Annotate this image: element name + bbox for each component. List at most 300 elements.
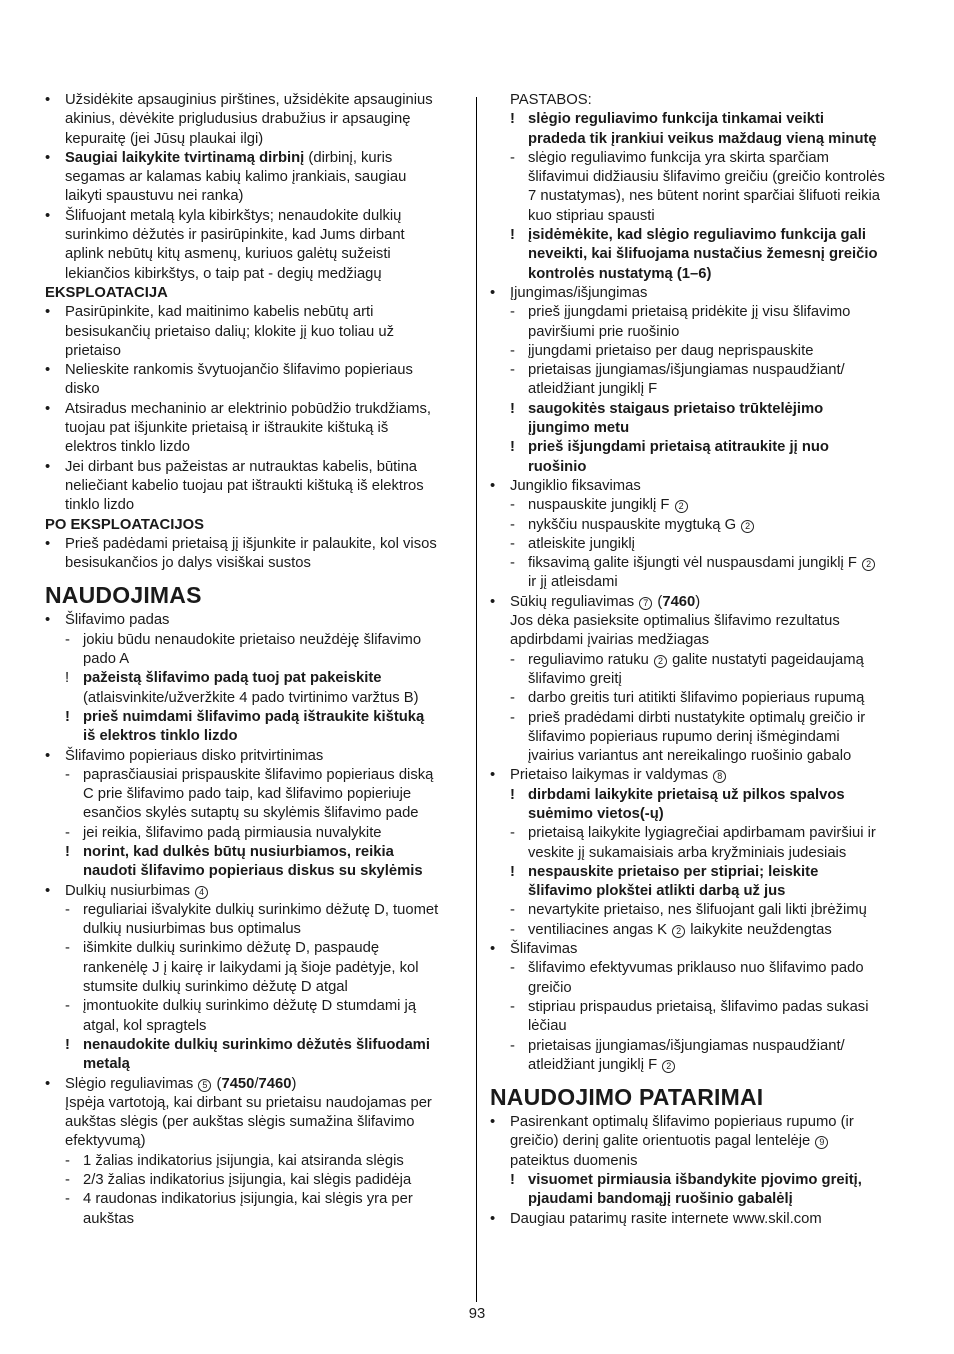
bullet-marker: • <box>490 767 496 784</box>
body-text: Nelieskite rankomis švytuojančio šlifavimo popieriaus <box>65 362 413 379</box>
text-line <box>45 207 465 226</box>
dash-marker: - <box>65 1191 70 1208</box>
warning-marker: ! <box>510 863 515 880</box>
text-line <box>490 689 915 708</box>
text-line <box>490 438 915 457</box>
text-line <box>45 1113 465 1132</box>
figure-ref-circle: 4 <box>195 886 208 899</box>
body-text: nykščiu nuspauskite mygtuką G <box>528 516 741 533</box>
dash-marker: - <box>65 1172 70 1189</box>
text-line <box>490 400 915 419</box>
text-line <box>490 747 915 766</box>
body-text: Jei dirbant bus pažeistas ar nutrauktas kabelis, būtina <box>65 458 418 475</box>
text-line <box>490 496 915 515</box>
text-line <box>45 862 465 881</box>
body-text: tinklo lizdo <box>65 497 135 514</box>
figure-ref-circle: 8 <box>713 770 726 783</box>
bullet-marker: • <box>490 593 496 610</box>
bold-text: ruošinio <box>528 458 587 475</box>
dash-marker: - <box>510 651 515 668</box>
body-text: besisukančios jo dalys visiškai sustos <box>65 555 311 572</box>
text-line <box>490 187 915 206</box>
body-text: šlifavimo efektyvumas priklauso nuo šlifavimo pado <box>528 960 864 977</box>
body-text: greičio) derinį galite orientuotis pagal lentelėje <box>510 1133 815 1150</box>
dash-marker: - <box>65 766 70 783</box>
body-text: laikykite neuždengtas <box>686 921 832 938</box>
warning-marker: ! <box>510 1172 515 1189</box>
text-line <box>490 631 915 650</box>
body-text: elektros tinklo lizdo <box>65 439 191 456</box>
text-line <box>45 438 465 457</box>
bullet-marker: • <box>45 92 51 108</box>
text-line <box>490 593 915 612</box>
body-text: stipriau prispaudus prietaisą, šlifavimo padas sukasi <box>528 998 869 1015</box>
text-line <box>45 1017 465 1036</box>
dash-marker: - <box>65 998 70 1015</box>
text-line <box>45 554 465 573</box>
body-text: PASTABOS: <box>510 92 592 108</box>
text-line <box>490 940 915 959</box>
bold-text: įjungimo metu <box>528 420 630 437</box>
dash-marker: - <box>510 535 515 552</box>
body-text: Daugiau patarimų rasite internete www.skil.com <box>510 1210 822 1227</box>
text-line <box>45 631 465 650</box>
text-line <box>45 766 465 785</box>
body-text: Šlifavimo popieriaus disko pritvirtinimas <box>65 747 324 764</box>
text-line <box>490 458 915 477</box>
warning-marker: ! <box>65 1036 70 1053</box>
text-line <box>45 727 465 746</box>
text-line <box>45 824 465 843</box>
bold-text: visuomet pirmiausia išbandykite pjovimo greitį, <box>528 1172 862 1189</box>
body-text: veskite jį sukamaisiais arba kryžminiais judesiais <box>528 844 847 861</box>
text-line <box>45 380 465 399</box>
body-text: galite nustatyti pageidaujamą <box>668 651 864 668</box>
bold-text: saugokitės staigaus prietaiso trūktelėjimo <box>528 400 824 417</box>
bold-text: pjaudami bandomąjį ruošinio gabalėlį <box>528 1191 793 1208</box>
bold-text: metalą <box>83 1056 130 1073</box>
bold-text: prieš išjungdami prietaisą atitraukite jį nuo <box>528 439 829 456</box>
text-line <box>490 149 915 168</box>
body-text: ventiliacines angas K <box>528 921 672 938</box>
text-line <box>490 516 915 535</box>
bullet-marker: • <box>490 941 496 958</box>
body-text: ( <box>653 593 663 610</box>
text-line <box>490 670 915 689</box>
body-text: Šlifuojant metalą kyla kibirkštys; nenaudokite dulkių <box>65 207 402 224</box>
body-text: prietaisas įjungiamas/išjungiamas nuspaudžiant/ <box>528 1037 845 1054</box>
page-number: 93 <box>468 1306 486 1322</box>
text-line <box>490 979 915 998</box>
body-text: nevartykite prietaiso, nes šlifuojant gali likti įbrėžimų <box>528 902 867 919</box>
bullet-marker: • <box>490 1114 496 1131</box>
text-line <box>490 863 915 882</box>
figure-ref-circle: 2 <box>741 520 754 533</box>
text-line <box>490 766 915 785</box>
text-line <box>490 882 915 901</box>
text-line <box>490 554 915 573</box>
body-text: Jos dėka pasieksite optimalius šlifavimo rezultatus <box>510 613 840 630</box>
body-text: / <box>254 1075 259 1092</box>
text-line <box>45 747 465 766</box>
warning-marker: ! <box>510 439 515 456</box>
body-text: jokiu būdu nenaudokite prietaiso neuždėję šlifavimo <box>83 631 422 648</box>
body-text: esančios skylės sutaptų su skylėmis šlifavimo pade <box>83 805 419 822</box>
body-text: 1 žalias indikatorius įsijungia, kai atsiranda slėgis <box>83 1152 404 1169</box>
body-text: Dulkių nusiurbimas <box>65 882 195 899</box>
text-line <box>490 844 915 863</box>
text-line <box>490 342 915 361</box>
text-line <box>45 458 465 477</box>
body-text: Įjungimas/išjungimas <box>510 284 648 301</box>
figure-ref-circle: 7 <box>639 597 652 610</box>
column-divider <box>476 97 477 1302</box>
model-number: 7450 <box>221 1075 255 1092</box>
body-text: atgal, kol spragtels <box>83 1017 207 1034</box>
bullet-marker: • <box>45 207 51 224</box>
body-text: Šlifavimas <box>510 941 578 958</box>
figure-ref-circle: 2 <box>662 1060 675 1073</box>
text-line <box>490 91 915 110</box>
text-line <box>490 612 915 631</box>
text-line <box>490 1037 915 1056</box>
body-text: neliečiant kabelio tuojau pat ištraukti kištuką iš elektros <box>65 477 424 494</box>
dash-marker: - <box>510 921 515 938</box>
section-title: NAUDOJIMO PATARIMAI <box>490 1084 764 1111</box>
text-line <box>45 1210 465 1229</box>
dash-marker: - <box>510 709 515 726</box>
body-text: kepuraitę (jei Jūsų plaukai ilgi) <box>65 130 264 147</box>
body-text: Jungiklio fiksavimas <box>510 477 641 494</box>
text-line <box>45 245 465 264</box>
text-line <box>490 419 915 438</box>
warning-marker: ! <box>510 786 515 803</box>
text-line <box>490 477 915 496</box>
body-text: prietaisas įjungiamas/išjungiamas nuspaudžiant/ <box>528 362 845 379</box>
body-text: C prie šlifavimo pado taip, kad šlifavimo popieriuje <box>83 786 412 803</box>
text-line <box>490 901 915 920</box>
dash-marker: - <box>510 998 515 1015</box>
text-line <box>45 669 465 688</box>
bullet-marker: • <box>45 304 51 321</box>
warning-marker: ! <box>65 843 70 860</box>
body-text: įjungdami prietaiso per daug neprispauskite <box>528 342 814 359</box>
text-line <box>490 323 915 342</box>
text-line <box>45 130 465 149</box>
bold-text: įsidėmėkite, kad slėgio reguliavimo funkcija gali <box>528 227 866 244</box>
body-text: ) <box>291 1075 297 1092</box>
bullet-marker: • <box>45 882 51 899</box>
bullet-marker: • <box>45 612 51 629</box>
body-text: greičio <box>528 979 572 996</box>
text-line <box>490 786 915 805</box>
body-text: 2/3 žalias indikatorius įsijungia, kai slėgis padidėja <box>83 1172 412 1189</box>
text-line <box>45 535 465 554</box>
body-text: Prieš padėdami prietaisą jį išjunkite ir palaukite, kol visos <box>65 535 437 552</box>
body-text: Pasirenkant optimalų šlifavimo popieriaus rupumo (ir <box>510 1114 854 1131</box>
body-text: 7 nustatymas), nes būtent norint sparčiai šlifuoti reikia <box>528 188 881 205</box>
body-text: šlifavimo greitį <box>528 670 622 687</box>
warning-marker: ! <box>65 670 70 687</box>
text-line <box>45 303 465 322</box>
text-line <box>490 1056 915 1075</box>
body-text: paviršiumi prie ruošinio <box>528 323 680 340</box>
body-text: prieš pradėdami dirbti nustatykite optimalų greičio ir <box>528 709 866 726</box>
bold-text: Saugiai laikykite tvirtinamą dirbinį <box>65 149 305 166</box>
text-line <box>490 921 915 940</box>
text-line <box>490 1113 915 1132</box>
text-line <box>490 824 915 843</box>
text-line <box>45 187 465 206</box>
section-heading: PO EKSPLOATACIJOS <box>45 516 204 533</box>
text-line <box>45 920 465 939</box>
body-text: ir jį atleisdami <box>528 574 618 591</box>
body-text: reguliavimo ratuku <box>528 651 654 668</box>
text-line <box>45 496 465 515</box>
dash-marker: - <box>65 940 70 957</box>
body-text: tuojau pat išjunkite prietaisą ir ištraukite kištuką iš <box>65 420 389 437</box>
text-line <box>490 728 915 747</box>
body-text: aukštas <box>83 1210 134 1227</box>
text-line <box>45 226 465 245</box>
body-text: jei reikia, šlifavimo padą pirmiausia nuvalykite <box>83 824 382 841</box>
text-line <box>490 265 915 284</box>
text-line <box>490 168 915 187</box>
text-line <box>490 303 915 322</box>
body-text: pateiktus duomenis <box>510 1152 638 1169</box>
dash-marker: - <box>510 690 515 707</box>
text-line <box>490 535 915 554</box>
text-line <box>45 1132 465 1151</box>
dash-marker: - <box>510 825 515 842</box>
text-line <box>490 284 915 303</box>
text-line <box>45 323 465 342</box>
text-line <box>45 689 465 708</box>
text-line <box>45 882 465 901</box>
left-column <box>45 91 465 1229</box>
section-title: NAUDOJIMAS <box>45 582 202 609</box>
text-line <box>45 110 465 129</box>
bullet-marker: • <box>45 747 51 764</box>
figure-ref-circle: 9 <box>815 1136 828 1149</box>
section-heading: EKSPLOATACIJA <box>45 284 168 301</box>
text-line <box>490 1017 915 1036</box>
text-line <box>490 709 915 728</box>
body-text: prieš įjungdami prietaisą pridėkite jį visu šlifavimo <box>528 304 851 321</box>
body-text: (dirbinį, kuris <box>304 149 393 166</box>
body-text: disko <box>65 381 100 398</box>
body-text: apdirbdami įvairias medžiagas <box>510 632 710 649</box>
model-number: 7460 <box>662 593 696 610</box>
body-text: pado A <box>83 651 130 668</box>
text-line <box>490 959 915 978</box>
bold-text: kontrolės nustatymą (1–6) <box>528 265 712 282</box>
text-line <box>490 130 915 149</box>
bold-text: norint, kad dulkės būtų nusiurbiamos, reikia <box>83 843 394 860</box>
body-text: atleiskite jungiklį <box>528 535 635 552</box>
body-text: šlifavimo popieriaus rupumo derinį išmėgindami <box>528 728 840 745</box>
text-line <box>45 785 465 804</box>
bold-text: šlifavimo plokštei atlikti darbą už jus <box>528 883 786 900</box>
body-text: stumsite dulkių surinkimo dėžutę D atgal <box>83 979 348 996</box>
body-text: ) <box>695 593 701 610</box>
body-text: lėčiau <box>528 1018 567 1035</box>
warning-marker: ! <box>510 111 515 128</box>
text-line <box>45 843 465 862</box>
text-line <box>490 226 915 245</box>
text-line <box>45 149 465 168</box>
dash-marker: - <box>510 149 515 166</box>
body-text: įmontuokite dulkių surinkimo dėžutę D stumdami ją <box>83 998 417 1015</box>
figure-ref-circle: 2 <box>675 500 688 513</box>
body-text: prietaiso <box>65 342 121 359</box>
text-line <box>45 477 465 496</box>
bold-text: suėmimo vietos(-ų) <box>528 805 664 822</box>
body-text: atleidžiant jungiklį F <box>528 381 658 398</box>
bold-text: nenaudokite dulkių surinkimo dėžutės šlifuodami <box>83 1036 430 1053</box>
figure-ref-circle: 5 <box>198 1079 211 1092</box>
warning-marker: ! <box>510 400 515 417</box>
bullet-marker: • <box>45 400 51 417</box>
model-number: 7460 <box>258 1075 292 1092</box>
bold-text: pradeda tik įrankiui veikus maždaug vieną minutę <box>528 130 877 147</box>
dash-marker: - <box>510 362 515 379</box>
body-text: paprasčiausiai prispauskite šlifavimo popieriaus diską <box>83 766 434 783</box>
text-line <box>490 245 915 264</box>
text-line <box>45 708 465 727</box>
figure-ref-circle: 2 <box>654 655 667 668</box>
text-line <box>490 573 915 592</box>
text-line <box>45 611 465 630</box>
body-text: šlifavimui didžiausiu šlifavimo greičiu (greičio kontrolės <box>528 169 885 186</box>
body-text: kuo stipriau spausti <box>528 207 655 224</box>
text-line <box>490 805 915 824</box>
text-line <box>45 939 465 958</box>
body-text: surinkimo dėžutės ir pasirūpinkite, kad Jums dirbant <box>65 227 405 244</box>
right-column <box>490 91 915 1229</box>
body-text: Šlifavimo padas <box>65 612 170 629</box>
text-line <box>45 1055 465 1074</box>
text-line <box>490 998 915 1017</box>
body-text: segamas ar kalamas kabių kalimo įrankiais, saugiau <box>65 169 407 186</box>
text-line <box>45 419 465 438</box>
dash-marker: - <box>65 901 70 918</box>
bullet-marker: • <box>45 1075 51 1092</box>
text-line <box>490 361 915 380</box>
dash-marker: - <box>65 1152 70 1169</box>
bullet-marker: • <box>45 535 51 552</box>
bold-text: neveikti, kai šlifuojama nustačius žemesnį greičio <box>528 246 878 263</box>
body-text: dulkių nusiurbimas bus optimalus <box>83 921 301 938</box>
body-text: (atlaisvinkite/užveržkite 4 pado tvirtinimo varžtus B) <box>83 689 419 706</box>
body-text: ( <box>212 1075 222 1092</box>
text-line <box>45 361 465 380</box>
bullet-marker: • <box>45 149 51 166</box>
body-text: fiksavimą galite išjungti vėl nuspausdami jungiklį F <box>528 555 862 572</box>
text-line <box>45 400 465 419</box>
body-text: aukštas slėgis (per aukštas slėgis sumažina šlifavimo <box>65 1114 415 1131</box>
text-line <box>45 650 465 669</box>
body-text: įvairius variantus ant nereikalingo ruošinio gabalo <box>528 748 852 765</box>
text-line <box>45 1036 465 1055</box>
text-line <box>490 1171 915 1190</box>
dash-marker: - <box>510 516 515 533</box>
bullet-marker: • <box>45 362 51 379</box>
bold-text: nespauskite prietaiso per stipriai; leiskite <box>528 863 819 880</box>
body-text: lekiančios kibirkštys, o taip pat - degių medžiagų <box>65 265 382 282</box>
text-line <box>45 1094 465 1113</box>
text-line <box>45 342 465 361</box>
dash-marker: - <box>65 631 70 648</box>
text-line <box>490 207 915 226</box>
text-line <box>45 1152 465 1171</box>
body-text: laikyti spaustuvu nei ranka) <box>65 188 244 205</box>
text-line <box>490 651 915 670</box>
body-text: efektyvumą) <box>65 1133 146 1150</box>
body-text: aplink nebūtų kitų asmenų, kuriuos galėtų sužeisti <box>65 246 391 263</box>
text-line <box>45 265 465 284</box>
text-line <box>45 1190 465 1209</box>
text-line <box>45 959 465 978</box>
body-text: Įspėja vartotoją, kai dirbant su prietaisu naudojamas per <box>65 1094 432 1111</box>
body-text: Užsidėkite apsauginius pirštines, užsidėkite apsauginius <box>65 92 433 108</box>
body-text: 4 raudonas indikatorius įsijungia, kai slėgis yra per <box>83 1191 413 1208</box>
body-text: nuspauskite jungiklį F <box>528 497 674 514</box>
bullet-marker: • <box>490 1210 496 1227</box>
body-text: akinius, dėvėkite prigludusius drabužius ir apsauginę <box>65 111 411 128</box>
dash-marker: - <box>510 902 515 919</box>
bold-text: naudoti šlifavimo popieriaus diskus su skylėmis <box>83 863 423 880</box>
body-text: slėgio reguliavimo funkcija yra skirta sparčiam <box>528 149 829 166</box>
body-text: reguliariai išvalykite dulkių surinkimo dėžutę D, tuomet <box>83 901 439 918</box>
text-line <box>490 1132 915 1151</box>
text-line <box>45 978 465 997</box>
body-text: rankenėlę J į kairę ir laikydami ją šioje padėtyje, kol <box>83 959 419 976</box>
bullet-marker: • <box>490 284 496 301</box>
dash-marker: - <box>510 342 515 359</box>
text-line <box>490 1190 915 1209</box>
text-line <box>45 804 465 823</box>
body-text: atleidžiant jungiklį F <box>528 1056 662 1073</box>
dash-marker: - <box>510 304 515 321</box>
text-line <box>45 901 465 920</box>
text-line <box>490 1152 915 1171</box>
dash-marker: - <box>65 824 70 841</box>
dash-marker: - <box>510 960 515 977</box>
text-line <box>490 1210 915 1229</box>
bold-text: prieš nuimdami šlifavimo padą ištraukite kištuką <box>83 708 425 725</box>
body-text: Sūkių reguliavimas <box>510 593 639 610</box>
bold-text: pažeistą šlifavimo padą tuoj pat pakeiskite <box>83 670 382 687</box>
figure-ref-circle: 2 <box>862 558 875 571</box>
body-text: Slėgio reguliavimas <box>65 1075 198 1092</box>
dash-marker: - <box>510 1037 515 1054</box>
bold-text: slėgio reguliavimo funkcija tinkamai veikti <box>528 111 825 128</box>
bold-text: dirbdami laikykite prietaisą už pilkos spalvos <box>528 786 845 803</box>
body-text: išimkite dulkių surinkimo dėžutę D, paspaudę <box>83 940 380 957</box>
bold-text: iš elektros tinklo lizdo <box>83 728 238 745</box>
dash-marker: - <box>510 555 515 572</box>
body-text: Prietaiso laikymas ir valdymas <box>510 767 713 784</box>
text-line <box>45 168 465 187</box>
text-line <box>45 1075 465 1094</box>
text-line <box>45 1171 465 1190</box>
dash-marker: - <box>510 497 515 514</box>
body-text: darbo greitis turi atitikti šlifavimo popieriaus rupumą <box>528 690 865 707</box>
body-text: besisukančių prietaiso dalių; klokite jį kuo toliau už <box>65 323 394 340</box>
warning-marker: ! <box>510 227 515 244</box>
body-text: Pasirūpinkite, kad maitinimo kabelis nebūtų arti <box>65 304 374 321</box>
